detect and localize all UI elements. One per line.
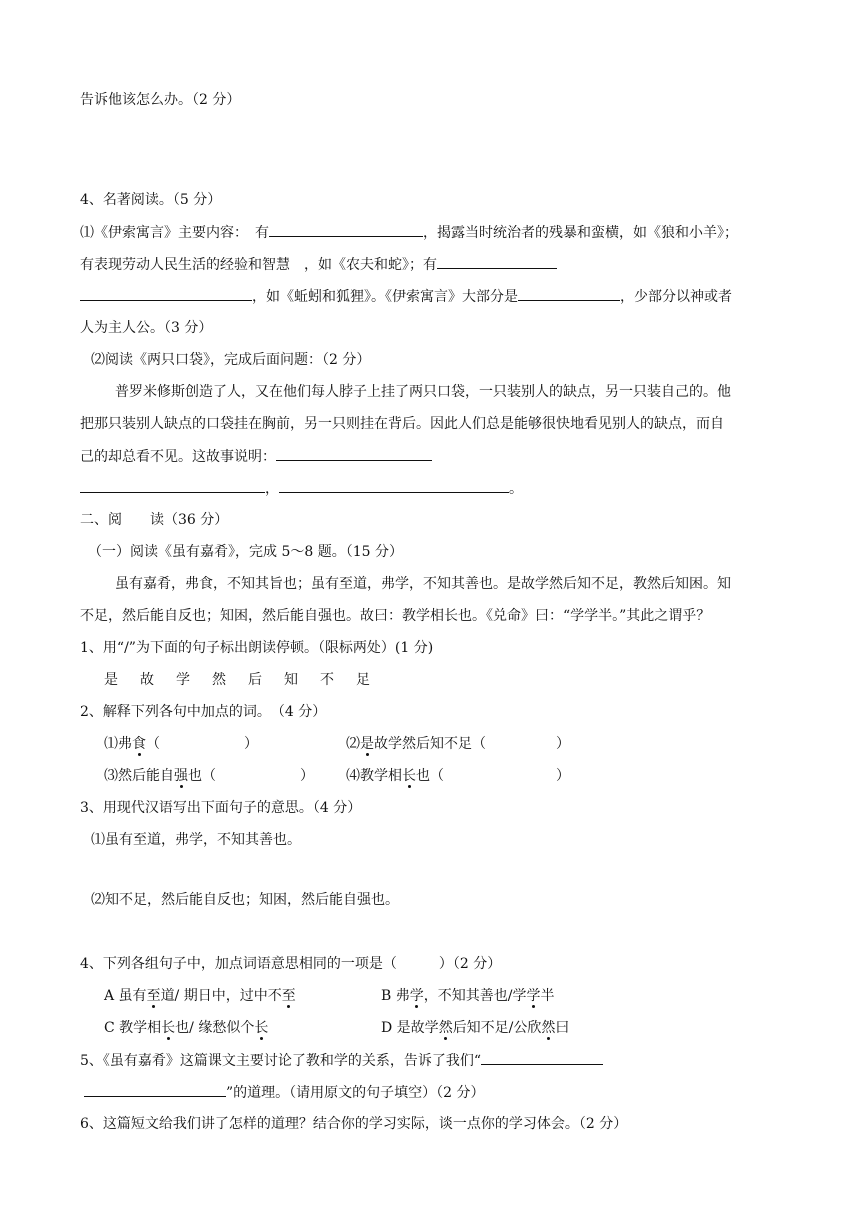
- question-3: 3、用现代汉语写出下面句子的意思。（4 分）: [80, 800, 362, 816]
- dotted-word: 至: [281, 988, 296, 1004]
- q2-text: ⑵: [346, 736, 360, 752]
- dotted-word: 然: [541, 1020, 556, 1036]
- option-text: 半: [540, 988, 555, 1004]
- answer-blank[interactable]: [80, 286, 252, 301]
- option-text: A 虽有: [104, 988, 147, 1004]
- option-B[interactable]: [381, 986, 554, 1006]
- q2-text: 也: [188, 768, 202, 784]
- q2-text: ⑶然后能自: [104, 768, 174, 784]
- comma: ，: [265, 481, 279, 497]
- answer-blank[interactable]: [518, 286, 620, 301]
- question-2-a: [104, 734, 258, 754]
- passage-line-2: 不足，然后能自反也；知困，然后能自强也。故曰：教学相长也。《兑命》曰：“学学半。”其此之谓乎？: [80, 608, 711, 624]
- answer-blank[interactable]: [279, 478, 509, 493]
- answer-blank[interactable]: [84, 1082, 226, 1097]
- option-text: 也/ 缘愁似个: [175, 1020, 255, 1036]
- option-C[interactable]: [104, 1018, 268, 1038]
- q4-part2-title: ⑵阅读《两只口袋》，完成后面问题：（2 分）: [91, 352, 371, 368]
- period: 。: [509, 481, 523, 497]
- dotted-word: 是: [360, 736, 374, 752]
- q2-text: 也: [416, 768, 430, 784]
- dotted-word: 至: [146, 988, 161, 1004]
- q3-ending: 告诉他该怎么办。（2 分）: [80, 92, 241, 108]
- q2-text: 故学然后知不足: [374, 736, 472, 752]
- section-2-title: 二、阅 读（36 分）: [80, 512, 229, 528]
- q4-part1-line1: [80, 222, 738, 243]
- question-3-a: ⑴虽有至道，弗学，不知其善也。: [91, 832, 301, 848]
- question-2-c: [104, 766, 314, 786]
- question-1: 1、用“/”为下面的句子标出朗读停顿。（限标两处）(1 分): [80, 640, 434, 656]
- q5-text: ”的道理。（请用原文的句子填空）（2 分）: [226, 1085, 485, 1101]
- story-line-1: 普罗米修斯创造了人，又在他们每人脖子上挂了两只口袋，一只装别人的缺点，另一只装自己的。他: [115, 384, 731, 400]
- q2-text: ⑷教学相: [346, 768, 402, 784]
- question-4: 4、下列各组句子中，加点词语意思相同的一项是（ ）（2 分）: [80, 956, 502, 972]
- option-D[interactable]: [381, 1018, 569, 1038]
- dotted-word: 长: [161, 1020, 176, 1036]
- option-text: 后知不足/公欣: [452, 1020, 542, 1036]
- q4-part1-line4: 人为主人公。（3 分）: [80, 320, 213, 336]
- dotted-word: 学: [526, 988, 541, 1004]
- question-5-line-2: [84, 1082, 485, 1103]
- answer-blank[interactable]: [269, 222, 423, 237]
- q4-part1-line2: [80, 254, 557, 275]
- answer-paren[interactable]: （ ）: [146, 736, 258, 752]
- option-text: ，不知其善也/学: [423, 988, 527, 1004]
- option-text: C 教学相: [104, 1020, 162, 1036]
- option-text: B 弗: [381, 988, 410, 1004]
- option-text: 道/ 期日中，过中不: [160, 988, 282, 1004]
- answer-paren[interactable]: （ ）: [472, 736, 570, 752]
- q4-part1-line3: [80, 286, 732, 307]
- dotted-word: 长: [254, 1020, 269, 1036]
- answer-blank[interactable]: [437, 254, 557, 269]
- question-2-d: [346, 766, 570, 786]
- story-line-3: [80, 446, 432, 467]
- answer-paren[interactable]: （ ）: [430, 768, 570, 784]
- q5-text: 5、《虽有嘉肴》这篇课文主要讨论了教和学的关系，告诉了我们“: [80, 1053, 482, 1069]
- question-3-b: ⑵知不足，然后能自反也；知困，然后能自强也。: [91, 892, 399, 908]
- answer-paren[interactable]: （ ）: [202, 768, 314, 784]
- dotted-word: 学: [409, 988, 424, 1004]
- option-A[interactable]: [104, 986, 296, 1006]
- question-2: 2、解释下列各句中加点的词。 （4 分）: [80, 704, 327, 720]
- q4-text: ，如《蚯蚓和狐狸》。《伊索寓言》大部分是: [252, 289, 518, 305]
- q4-text: ，少部分以神或者: [620, 289, 732, 305]
- option-text: 曰: [555, 1020, 570, 1036]
- q4-text: ⑴《伊索寓言》主要内容： 有: [80, 225, 269, 241]
- question-6: 6、这篇短文给我们讲了怎样的道理？结合你的学习实际，谈一点你的学习体会。（2 分）: [80, 1116, 628, 1132]
- answer-blank[interactable]: [80, 478, 265, 493]
- question-1-sentence: 是故学然后知不足: [104, 672, 392, 688]
- q4-text: 有表现劳动人民生活的经验和智慧 ，如《农夫和蛇》；有: [80, 257, 437, 273]
- story-text: 己的却总看不见。这故事说明：: [80, 449, 276, 465]
- option-text: D 是故学: [381, 1020, 439, 1036]
- q4-text: ，揭露当时统治者的残暴和蛮横，如《狼和小羊》；: [423, 225, 738, 241]
- dotted-word: 长: [402, 768, 416, 784]
- story-line-2: 把那只装别人缺点的口袋挂在胸前，另一只则挂在背后。因此人们总是能够很快地看见别人的缺点，而自: [80, 416, 724, 432]
- story-answer-line: [80, 478, 523, 499]
- answer-blank[interactable]: [276, 446, 432, 461]
- q4-title: 4、名著阅读。（5 分）: [80, 192, 222, 208]
- dotted-word: 强: [174, 768, 188, 784]
- question-2-b: [346, 734, 570, 754]
- q2-text: ⑴弗: [104, 736, 132, 752]
- dotted-word: 食: [132, 736, 146, 752]
- subsection-1-title: （一）阅读《虽有嘉肴》，完成 5～8 题。（15 分）: [88, 544, 403, 560]
- dotted-word: 然: [438, 1020, 453, 1036]
- question-5-line-1: [80, 1050, 603, 1071]
- answer-blank[interactable]: [481, 1050, 603, 1065]
- passage-line-1: 虽有嘉肴，弗食，不知其旨也；虽有至道，弗学，不知其善也。是故学然后知不足，教然后知困。知: [115, 576, 731, 592]
